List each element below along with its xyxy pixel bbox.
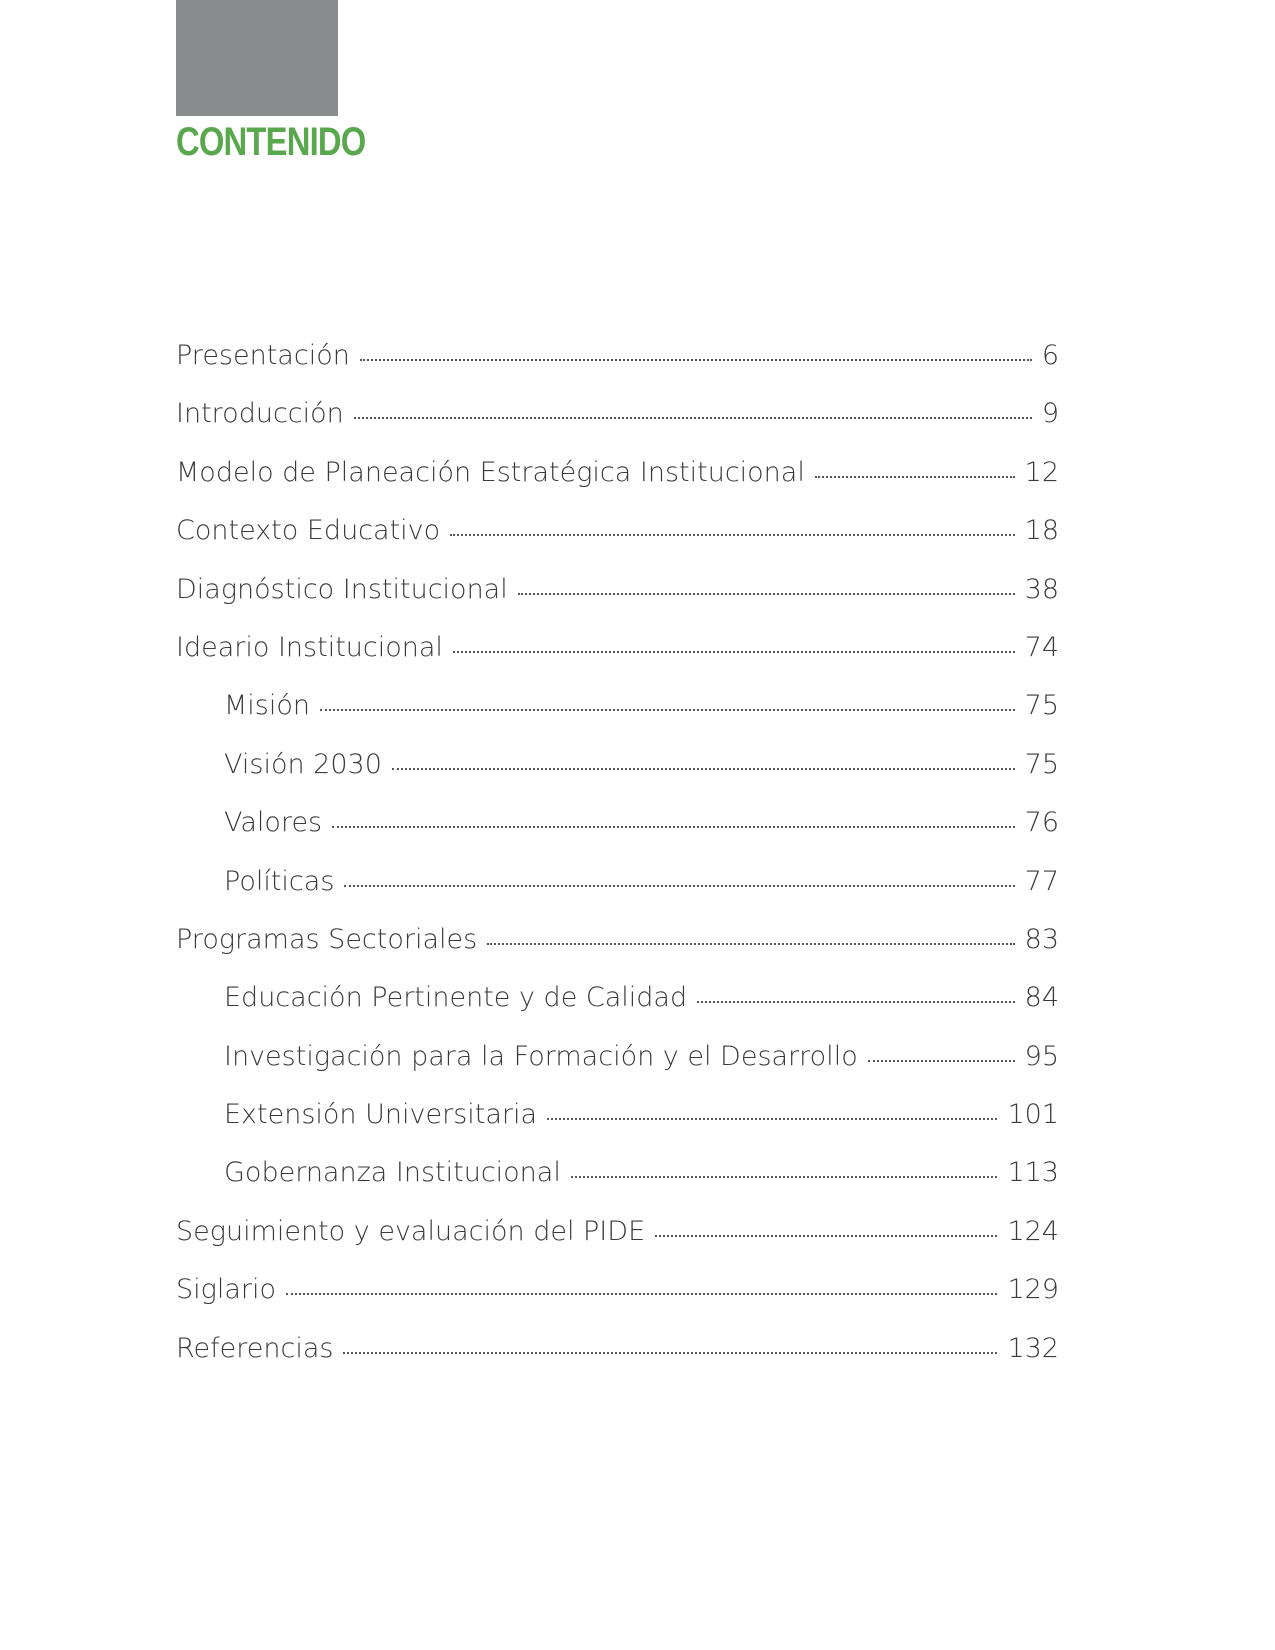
dot-leader: [344, 885, 1014, 887]
toc-entry-page-number: 113: [1007, 1157, 1059, 1189]
toc-entry-label: Presentación: [176, 340, 350, 371]
toc-entry[interactable]: [176, 690, 1059, 748]
table-of-contents: [176, 340, 1059, 1391]
dot-leader: [453, 651, 1015, 653]
dot-leader: [868, 1060, 1015, 1062]
toc-entry-label: Modelo de Planeación Estratégica Institucional: [176, 456, 805, 488]
toc-entry[interactable]: [176, 866, 1059, 924]
toc-entry[interactable]: [176, 807, 1059, 865]
toc-entry-label: Diagnóstico Institucional: [176, 573, 508, 605]
toc-entry-label: Introducción: [176, 398, 344, 430]
dot-leader: [320, 709, 1015, 711]
toc-entry[interactable]: [176, 632, 1059, 690]
toc-entry[interactable]: [176, 340, 1059, 398]
dot-leader: [815, 476, 1015, 478]
toc-entry[interactable]: [176, 515, 1059, 573]
toc-entry-label: Programas Sectoriales: [176, 923, 478, 955]
dot-leader: [286, 1293, 997, 1295]
dot-leader: [360, 359, 1032, 361]
dot-leader: [571, 1176, 998, 1178]
toc-entry[interactable]: [176, 1333, 1059, 1391]
dot-leader: [332, 826, 1015, 828]
toc-entry-page-number: 95: [1024, 1040, 1059, 1072]
dot-leader: [547, 1118, 997, 1120]
toc-entry-label: Referencias: [176, 1332, 334, 1364]
dot-leader: [487, 943, 1014, 945]
toc-entry-page-number: 84: [1024, 982, 1059, 1014]
toc-entry-label: Gobernanza Institucional: [224, 1157, 561, 1189]
toc-entry-page-number: 101: [1007, 1099, 1059, 1131]
toc-entry-label: Contexto Educativo: [176, 515, 441, 547]
toc-entry-label: Misión: [224, 690, 310, 722]
toc-entry[interactable]: [176, 1216, 1059, 1274]
dot-leader: [343, 1352, 997, 1354]
toc-entry[interactable]: [176, 398, 1059, 456]
toc-entry[interactable]: [176, 982, 1059, 1040]
toc-entry-label: Ideario Institucional: [176, 631, 443, 663]
toc-entry-label: Valores: [224, 807, 323, 839]
toc-entry-page-number: 132: [1007, 1332, 1059, 1364]
toc-entry-page-number: 38: [1024, 573, 1059, 605]
toc-entry-label: Políticas: [224, 865, 335, 897]
toc-entry-page-number: 124: [1007, 1215, 1059, 1247]
toc-entry-page-number: 75: [1024, 748, 1059, 780]
toc-entry-page-number: 76: [1024, 807, 1059, 839]
toc-entry-label: Siglario: [176, 1274, 277, 1306]
toc-entry-page-number: 74: [1024, 631, 1059, 663]
toc-entry[interactable]: [176, 1041, 1059, 1099]
toc-entry-page-number: 6: [1041, 340, 1059, 371]
toc-entry-page-number: 129: [1007, 1274, 1059, 1306]
toc-entry-label: Extensión Universitaria: [224, 1099, 538, 1131]
toc-entry-page-number: 12: [1024, 456, 1059, 488]
toc-entry[interactable]: [176, 1099, 1059, 1157]
toc-entry-page-number: 75: [1024, 690, 1059, 722]
dot-leader: [392, 768, 1015, 770]
toc-entry-page-number: 77: [1024, 865, 1059, 897]
page-title: CONTENIDO: [176, 120, 366, 164]
dot-leader: [697, 1001, 1015, 1003]
toc-entry-page-number: 83: [1024, 923, 1059, 955]
dot-leader: [518, 593, 1015, 595]
header-gray-block: [176, 0, 338, 116]
toc-entry[interactable]: [176, 1274, 1059, 1332]
toc-entry-label: Seguimiento y evaluación del PIDE: [176, 1215, 646, 1247]
dot-leader: [655, 1235, 997, 1237]
dot-leader: [354, 417, 1032, 419]
toc-entry[interactable]: [176, 924, 1059, 982]
toc-entry[interactable]: [176, 749, 1059, 807]
toc-entry[interactable]: [176, 1157, 1059, 1215]
toc-entry-label: Visión 2030: [224, 748, 382, 780]
toc-entry-page-number: 18: [1024, 515, 1059, 547]
toc-entry-label: Educación Pertinente y de Calidad: [224, 982, 688, 1014]
dot-leader: [450, 534, 1014, 536]
toc-entry[interactable]: [176, 574, 1059, 632]
toc-entry-label: Investigación para la Formación y el Desarrollo: [224, 1040, 858, 1072]
toc-entry-page-number: 9: [1041, 398, 1059, 430]
toc-entry[interactable]: [176, 457, 1059, 515]
